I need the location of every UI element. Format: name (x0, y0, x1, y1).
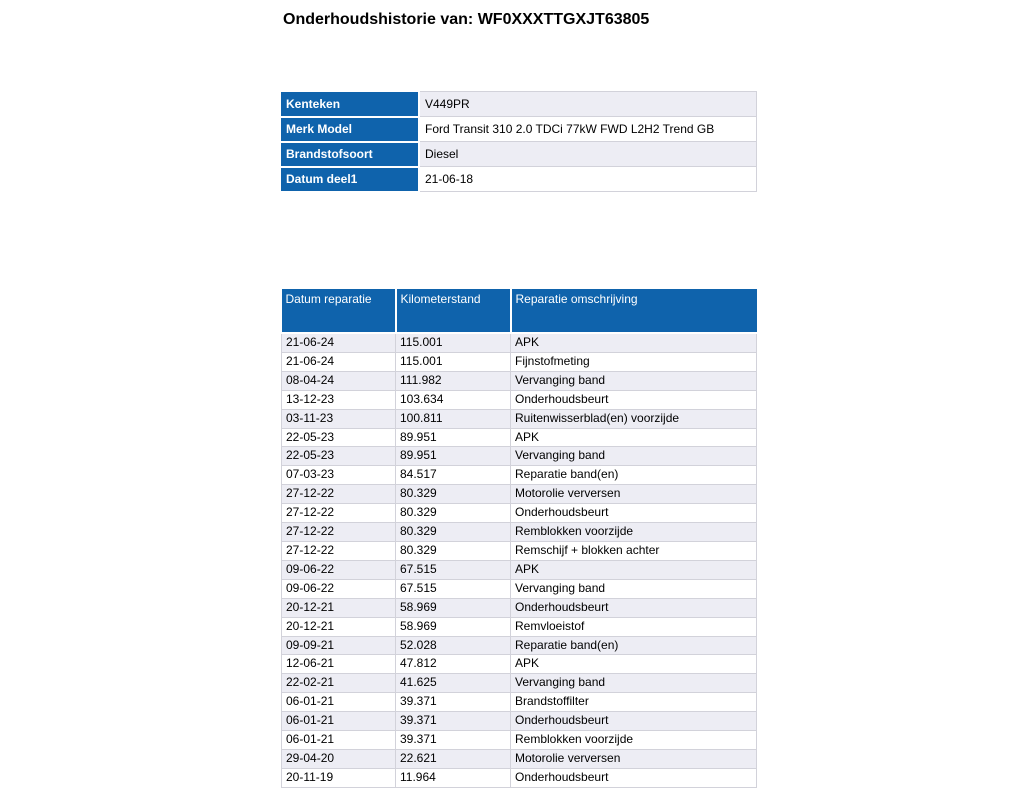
history-cell-datum: 29-04-20 (282, 749, 396, 768)
history-cell-datum: 27-12-22 (282, 541, 396, 560)
history-row (282, 636, 757, 655)
history-row (282, 712, 757, 731)
history-cell-datum: 09-06-22 (282, 579, 396, 598)
history-cell-datum: 06-01-21 (282, 712, 396, 731)
history-cell-kilometerstand: 84.517 (396, 466, 511, 485)
history-cell-kilometerstand: 67.515 (396, 579, 511, 598)
history-cell-kilometerstand: 58.969 (396, 598, 511, 617)
history-cell-datum: 08-04-24 (282, 371, 396, 390)
info-value-kenteken: V449PR (419, 92, 756, 117)
info-label-merk-model: Merk Model (281, 117, 419, 142)
history-cell-omschrijving: Remschijf + blokken achter (511, 541, 757, 560)
history-cell-datum: 20-12-21 (282, 598, 396, 617)
history-cell-kilometerstand: 80.329 (396, 485, 511, 504)
vehicle-info-table (281, 91, 757, 193)
history-cell-omschrijving: Brandstoffilter (511, 693, 757, 712)
history-cell-kilometerstand: 89.951 (396, 428, 511, 447)
history-row (282, 579, 757, 598)
history-cell-omschrijving: Onderhoudsbeurt (511, 504, 757, 523)
history-cell-omschrijving: Onderhoudsbeurt (511, 712, 757, 731)
history-cell-datum: 21-06-24 (282, 333, 396, 352)
info-row-kenteken (281, 92, 756, 117)
history-cell-datum: 07-03-23 (282, 466, 396, 485)
history-row (282, 749, 757, 768)
history-cell-kilometerstand: 39.371 (396, 731, 511, 750)
history-cell-datum: 09-06-22 (282, 560, 396, 579)
history-cell-omschrijving: Motorolie verversen (511, 749, 757, 768)
history-row (282, 674, 757, 693)
history-row (282, 731, 757, 750)
history-row (282, 655, 757, 674)
history-cell-datum: 03-11-23 (282, 409, 396, 428)
history-cell-omschrijving: APK (511, 428, 757, 447)
history-cell-omschrijving: Fijnstofmeting (511, 352, 757, 371)
history-cell-datum: 12-06-21 (282, 655, 396, 674)
history-cell-kilometerstand: 103.634 (396, 390, 511, 409)
history-cell-datum: 21-06-24 (282, 352, 396, 371)
history-cell-kilometerstand: 11.964 (396, 768, 511, 787)
history-cell-kilometerstand: 115.001 (396, 333, 511, 352)
info-row-datum-deel1 (281, 167, 756, 192)
history-cell-kilometerstand: 100.811 (396, 409, 511, 428)
history-row (282, 333, 757, 352)
history-cell-omschrijving: Vervanging band (511, 674, 757, 693)
history-cell-omschrijving: Onderhoudsbeurt (511, 390, 757, 409)
history-row (282, 409, 757, 428)
history-cell-kilometerstand: 58.969 (396, 617, 511, 636)
history-cell-omschrijving: Onderhoudsbeurt (511, 768, 757, 787)
info-value-datum-deel1: 21-06-18 (419, 167, 756, 192)
history-cell-omschrijving: Remblokken voorzijde (511, 731, 757, 750)
info-row-merk-model (281, 117, 756, 142)
history-row (282, 428, 757, 447)
history-row (282, 523, 757, 542)
history-row (282, 768, 757, 787)
history-cell-kilometerstand: 80.329 (396, 541, 511, 560)
history-cell-kilometerstand: 115.001 (396, 352, 511, 371)
info-label-brandstofsoort: Brandstofsoort (281, 142, 419, 167)
history-cell-kilometerstand: 47.812 (396, 655, 511, 674)
column-header-kilometerstand: Kilometerstand (396, 289, 511, 333)
info-value-merk-model: Ford Transit 310 2.0 TDCi 77kW FWD L2H2 Trend GB (419, 117, 756, 142)
history-cell-omschrijving: Remblokken voorzijde (511, 523, 757, 542)
history-cell-omschrijving: Ruitenwisserblad(en) voorzijde (511, 409, 757, 428)
history-cell-omschrijving: Vervanging band (511, 371, 757, 390)
history-cell-kilometerstand: 41.625 (396, 674, 511, 693)
history-cell-omschrijving: APK (511, 655, 757, 674)
history-cell-kilometerstand: 39.371 (396, 712, 511, 731)
history-cell-kilometerstand: 80.329 (396, 504, 511, 523)
history-cell-datum: 22-05-23 (282, 447, 396, 466)
history-header-row (282, 289, 757, 333)
column-header-datum-reparatie: Datum reparatie (282, 289, 396, 333)
history-row (282, 485, 757, 504)
history-cell-omschrijving: Vervanging band (511, 447, 757, 466)
history-cell-datum: 13-12-23 (282, 390, 396, 409)
column-header-reparatie-omschrijving: Reparatie omschrijving (511, 289, 757, 333)
history-cell-datum: 20-11-19 (282, 768, 396, 787)
info-label-datum-deel1: Datum deel1 (281, 167, 419, 192)
history-row (282, 693, 757, 712)
history-cell-datum: 09-09-21 (282, 636, 396, 655)
history-cell-kilometerstand: 80.329 (396, 523, 511, 542)
history-cell-omschrijving: Vervanging band (511, 579, 757, 598)
history-row (282, 598, 757, 617)
history-cell-kilometerstand: 89.951 (396, 447, 511, 466)
history-row (282, 541, 757, 560)
history-table-body (282, 333, 757, 787)
info-value-brandstofsoort: Diesel (419, 142, 756, 167)
history-row (282, 390, 757, 409)
history-row (282, 352, 757, 371)
history-row (282, 504, 757, 523)
history-table (281, 289, 757, 788)
history-cell-kilometerstand: 52.028 (396, 636, 511, 655)
history-cell-datum: 27-12-22 (282, 504, 396, 523)
history-cell-datum: 20-12-21 (282, 617, 396, 636)
history-cell-datum: 06-01-21 (282, 693, 396, 712)
history-cell-datum: 22-05-23 (282, 428, 396, 447)
history-cell-datum: 27-12-22 (282, 485, 396, 504)
history-cell-kilometerstand: 39.371 (396, 693, 511, 712)
history-cell-omschrijving: Reparatie band(en) (511, 466, 757, 485)
history-cell-omschrijving: APK (511, 333, 757, 352)
history-cell-kilometerstand: 111.982 (396, 371, 511, 390)
history-cell-omschrijving: APK (511, 560, 757, 579)
history-cell-omschrijving: Remvloeistof (511, 617, 757, 636)
history-cell-datum: 06-01-21 (282, 731, 396, 750)
history-cell-omschrijving: Motorolie verversen (511, 485, 757, 504)
history-row (282, 617, 757, 636)
history-cell-datum: 22-02-21 (282, 674, 396, 693)
history-row (282, 447, 757, 466)
history-cell-kilometerstand: 22.621 (396, 749, 511, 768)
page-title: Onderhoudshistorie van: WF0XXXTTGXJT63805 (283, 11, 650, 28)
history-cell-kilometerstand: 67.515 (396, 560, 511, 579)
info-label-kenteken: Kenteken (281, 92, 419, 117)
history-row (282, 371, 757, 390)
history-cell-omschrijving: Onderhoudsbeurt (511, 598, 757, 617)
history-row (282, 466, 757, 485)
history-cell-omschrijving: Reparatie band(en) (511, 636, 757, 655)
history-row (282, 560, 757, 579)
history-cell-datum: 27-12-22 (282, 523, 396, 542)
info-row-brandstofsoort (281, 142, 756, 167)
